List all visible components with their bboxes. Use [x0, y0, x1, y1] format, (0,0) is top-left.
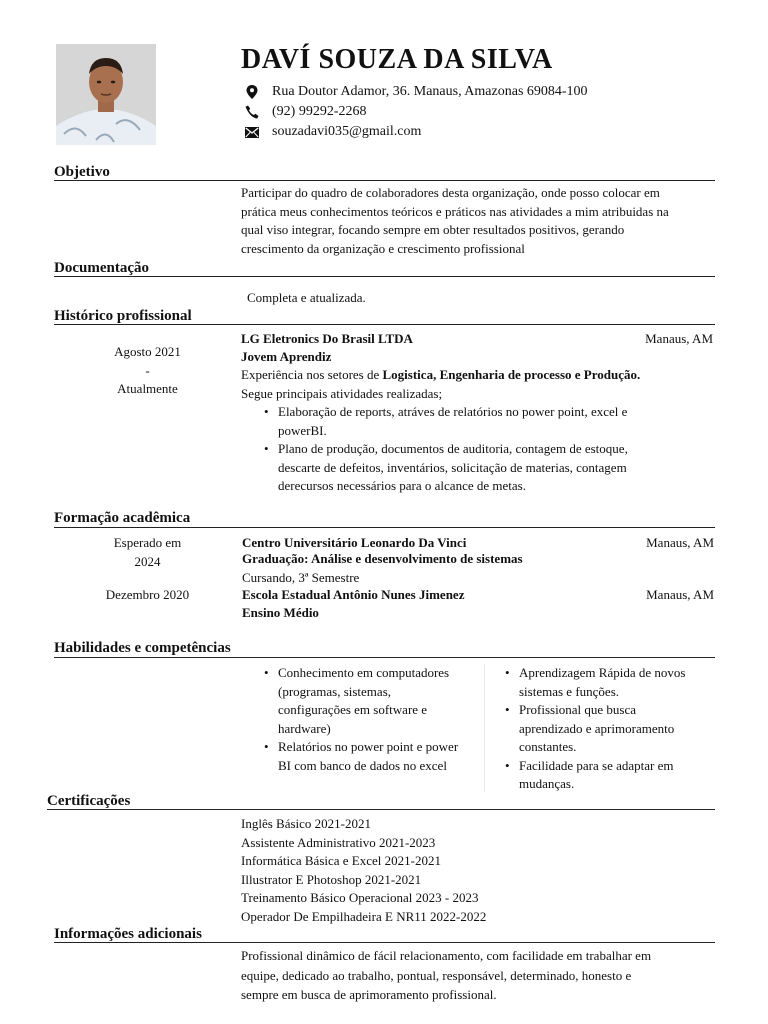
envelope-icon	[244, 124, 260, 140]
education-date-2: Dezembro 2020	[105, 587, 190, 602]
degree-status: Cursando, 3ª Semestre	[242, 570, 360, 585]
section-divider	[54, 324, 715, 325]
skill-line: constantes.	[519, 739, 577, 754]
skills-column-2	[503, 664, 718, 794]
skill-line: BI com banco de dados no excel	[278, 757, 447, 773]
institution-name: Escola Estadual Antônio Nunes Jimenez	[242, 587, 465, 602]
email-text: souzadavi035@gmail.com	[272, 124, 422, 139]
bullet-line: descarte de defeitos, inventários, solicitação de materias, contagem	[278, 459, 627, 475]
skill-line: mudanças.	[519, 776, 575, 791]
phone-line	[244, 104, 367, 120]
objetivo-line: qual viso integrar, focando sempre em obter resultados positivos, gerando	[241, 222, 625, 237]
section-title-historico: Histórico profissional	[54, 308, 192, 324]
skill-line: • Conhecimento em computadores	[278, 665, 450, 680]
objetivo-line: Participar do quadro de colaboradores desta organização, onde posso colocar em	[241, 185, 660, 200]
info-line: equipe, dedicado ao trabalho, pontual, responsável, determinado, honesto e	[241, 967, 632, 983]
list-item	[503, 664, 718, 701]
bullet-line: powerBI.	[278, 422, 327, 438]
skill-line: hardware)	[278, 720, 331, 736]
column-divider	[484, 664, 485, 792]
institution-location: Manaus, AM	[646, 587, 714, 602]
info-line: Profissional dinâmico de fácil relacionamento, com facilidade em trabalhar em	[241, 948, 652, 963]
date-end: Atualmente	[117, 381, 178, 396]
section-divider	[54, 942, 715, 943]
degree-course: : Análise e desenvolvimento de sistemas	[304, 551, 523, 566]
education-date-1	[90, 534, 205, 571]
section-title-informacoes: Informações adicionais	[54, 926, 202, 942]
objetivo-text	[241, 184, 721, 258]
section-divider	[47, 809, 715, 810]
skills-column-1	[262, 664, 482, 775]
list-item	[262, 440, 722, 496]
section-divider	[54, 276, 715, 277]
skill-line: sistemas e funções.	[519, 683, 620, 699]
section-title-documentacao: Documentação	[54, 260, 149, 276]
section-title-habilidades: Habilidades e competências	[54, 640, 231, 656]
date-line: 2024	[134, 553, 161, 569]
degree-line: Ensino Médio	[242, 605, 319, 620]
list-item	[262, 738, 482, 775]
company-name: LG Eletronics Do Brasil LTDA	[241, 331, 413, 346]
skill-line: aprendizado e aprimoramento	[519, 720, 675, 736]
list-item: Inglês Básico 2021-2021	[241, 816, 371, 831]
list-item: Treinamento Básico Operacional 2023 - 2023	[241, 890, 479, 905]
objetivo-line: crescimento da organização e crescimento profissional	[241, 240, 525, 256]
degree-type: Graduação	[242, 551, 305, 566]
job-role: Jovem Aprendiz	[241, 349, 332, 364]
experience-prefix: Experiência nos setores de	[241, 367, 383, 382]
institution-location: Manaus, AM	[646, 535, 714, 550]
phone-icon	[244, 104, 260, 120]
documentacao-text: Completa e atualizada.	[247, 290, 366, 305]
info-line: sempre em busca de aprimoramento profissional.	[241, 987, 497, 1002]
bullet-line: derecursos necessários para o alcance de metas.	[278, 478, 526, 493]
list-item: Illustrator E Photoshop 2021-2021	[241, 871, 422, 887]
candidate-name: DAVÍ SOUZA DA SILVA	[241, 44, 553, 75]
activities-list	[262, 403, 722, 496]
historico-date	[90, 343, 205, 399]
section-title-formacao: Formação acadêmica	[54, 510, 191, 526]
skill-line: (programas, sistemas,	[278, 683, 392, 699]
bullet-line: • Elaboração de reports, atráves de relatórios no power point, excel e	[278, 404, 628, 419]
skill-line: configurações em software e	[278, 702, 428, 717]
experience-line	[241, 366, 640, 385]
activities-intro: Segue principais atividades realizadas;	[241, 386, 443, 401]
date-start: Agosto 2021	[114, 344, 181, 359]
skill-line: • Aprendizagem Rápida de novos	[519, 665, 686, 680]
address-text: Rua Doutor Adamor, 36. Manaus, Amazonas 69084-100	[272, 84, 588, 99]
certifications-list	[241, 815, 486, 926]
location-pin-icon	[244, 84, 260, 100]
institution-name: Centro Universitário Leonardo Da Vinci	[242, 535, 467, 550]
date-separator: -	[145, 362, 150, 378]
skill-line: • Relatórios no power point e power	[278, 739, 459, 754]
list-item: Informática Básica e Excel 2021-2021	[241, 853, 441, 868]
phone-text: (92) 99292-2268	[272, 104, 367, 119]
email-line	[244, 124, 421, 140]
list-item: Assistente Administrativo 2021-2023	[241, 834, 436, 850]
experience-sectors: Logistica, Engenharia de processo e Produção.	[382, 367, 641, 382]
list-item	[262, 664, 482, 738]
date-line: Esperado em	[113, 535, 182, 550]
skill-line: • Facilidade para se adaptar em	[519, 757, 674, 773]
profile-photo	[56, 44, 156, 145]
person-portrait-icon	[56, 44, 156, 145]
informacoes-text	[241, 946, 651, 1005]
objetivo-line: prática meus conhecimentos teóricos e práticos nas atividades a mim atribuidas na	[241, 203, 669, 219]
skill-line: • Profissional que busca	[519, 702, 636, 717]
company-location: Manaus, AM	[645, 331, 713, 346]
list-item	[262, 403, 722, 440]
bullet-line: • Plano de produção, documentos de auditoria, contagem de estoque,	[278, 441, 628, 456]
section-title-objetivo: Objetivo	[54, 164, 110, 180]
list-item	[503, 701, 718, 757]
degree-line	[242, 550, 523, 569]
section-title-certificacoes: Certificações	[47, 793, 131, 809]
section-divider	[54, 527, 715, 528]
list-item: Operador De Empilhadeira E NR11 2022-2022	[241, 908, 487, 924]
section-divider	[54, 180, 715, 181]
address-line	[244, 84, 588, 100]
list-item	[503, 757, 718, 794]
section-divider	[54, 657, 715, 658]
